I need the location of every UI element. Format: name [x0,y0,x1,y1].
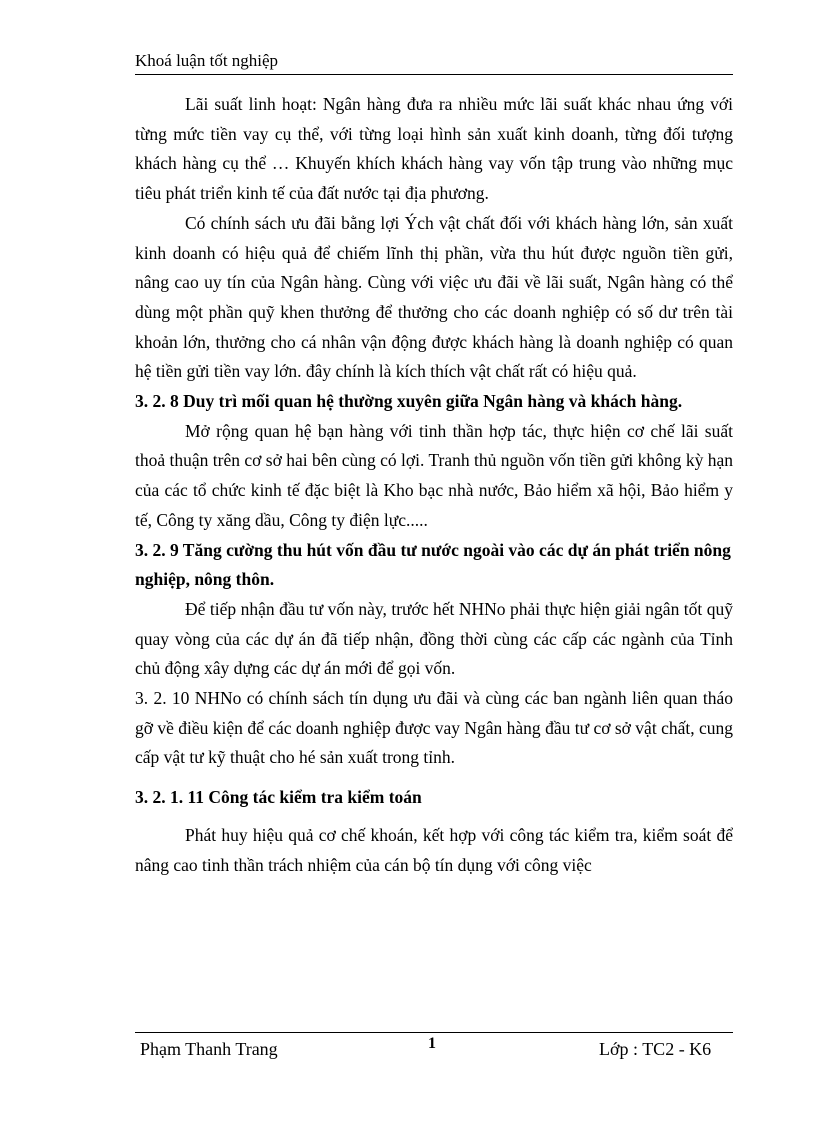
footer-divider [135,1032,733,1033]
heading-3-2-8: 3. 2. 8 Duy trì mối quan hệ thường xuyên giữa Ngân hàng và khách hàng. [135,391,683,412]
paragraph-audit: Phát huy hiệu quả cơ chế khoán, kết hợp với công tác kiểm tra, kiểm soát để nâng cao tinh thần trách nhiệm của cán bộ tín dụng với công việc [135,824,733,875]
heading-3-2-9: 3. 2. 9 Tăng cường thu hút vốn đầu tư nước ngoài vào các dự án phát triển nông nghiệp, nông thôn. [135,539,731,590]
footer-class: Lớp : TC2 - K6 [599,1039,712,1059]
footer-author: Phạm Thanh Trang [140,1039,278,1059]
document-body [135,90,733,880]
paragraph-customer-relations: Mở rộng quan hệ bạn hàng với tinh thần hợp tác, thực hiện cơ chế lãi suất thoả thuận trên cơ sở hai bên cùng có lợi. Tranh thủ nguồn vốn tiền gửi không kỳ hạn của các tổ chức kinh tế đặc biệt là Kho bạc nhà nước, Bảo hiểm xã hội, Bảo hiểm y tế, Công ty xăng dầu, Công ty điện lực..... [135,420,733,530]
page-header [135,50,733,75]
header-title: Khoá luận tốt nghiệp [135,51,279,70]
paragraph-flexible-interest: Lãi suất linh hoạt: Ngân hàng đưa ra nhiều mức lãi suất khác nhau ứng với từng mức tiền vay cụ thể, với từng loại hình sản xuất kinh doanh, từng đối tượng khách hàng cụ thể … Khuyến khích khách hàng vay vốn tập trung vào những mục tiêu phát triển kinh tế của đất nước tại địa phương. [135,94,733,204]
paragraph-3-2-10: 3. 2. 10 NHNo có chính sách tín dụng ưu đãi và cùng các ban ngành liên quan tháo gỡ về điều kiện để các doanh nghiệp được vay Ngân hàng đầu tư cơ sở vật chất, cung cấp vật tư kỹ thuật cho hé sản xuất trong tỉnh. [135,688,733,768]
heading-3-2-1-11: 3. 2. 1. 11 Công tác kiểm tra kiểm toán [135,787,422,808]
page-number: 1 [428,1035,436,1052]
paragraph-incentive-policy: Có chính sách ưu đãi bằng lợi Ých vật chất đối với khách hàng lớn, sản xuất kinh doanh có hiệu quả để chiếm lĩnh thị phần, vừa thu hút được nguồn tiền gửi, nâng cao uy tín của Ngân hàng. Cùng với việc ưu đãi về lãi suất, Ngân hàng có thể dùng một phần quỹ khen thưởng để thưởng cho các doanh nghiệp có số dư trên tài khoản lớn, thưởng cho cá nhân vận động được khách hàng là doanh nghiệp có quan hệ tiền gửi tiền vay lớn. đây chính là kích thích vật chất rất có hiệu quả. [135,212,733,382]
paragraph-foreign-investment: Để tiếp nhận đầu tư vốn này, trước hết NHNo phải thực hiện giải ngân tốt quỹ quay vòng của các dự án đã tiếp nhận, đồng thời cùng các cấp các ngành của Tỉnh chủ động xây dựng các dự án mới để gọi vốn. [135,598,733,679]
